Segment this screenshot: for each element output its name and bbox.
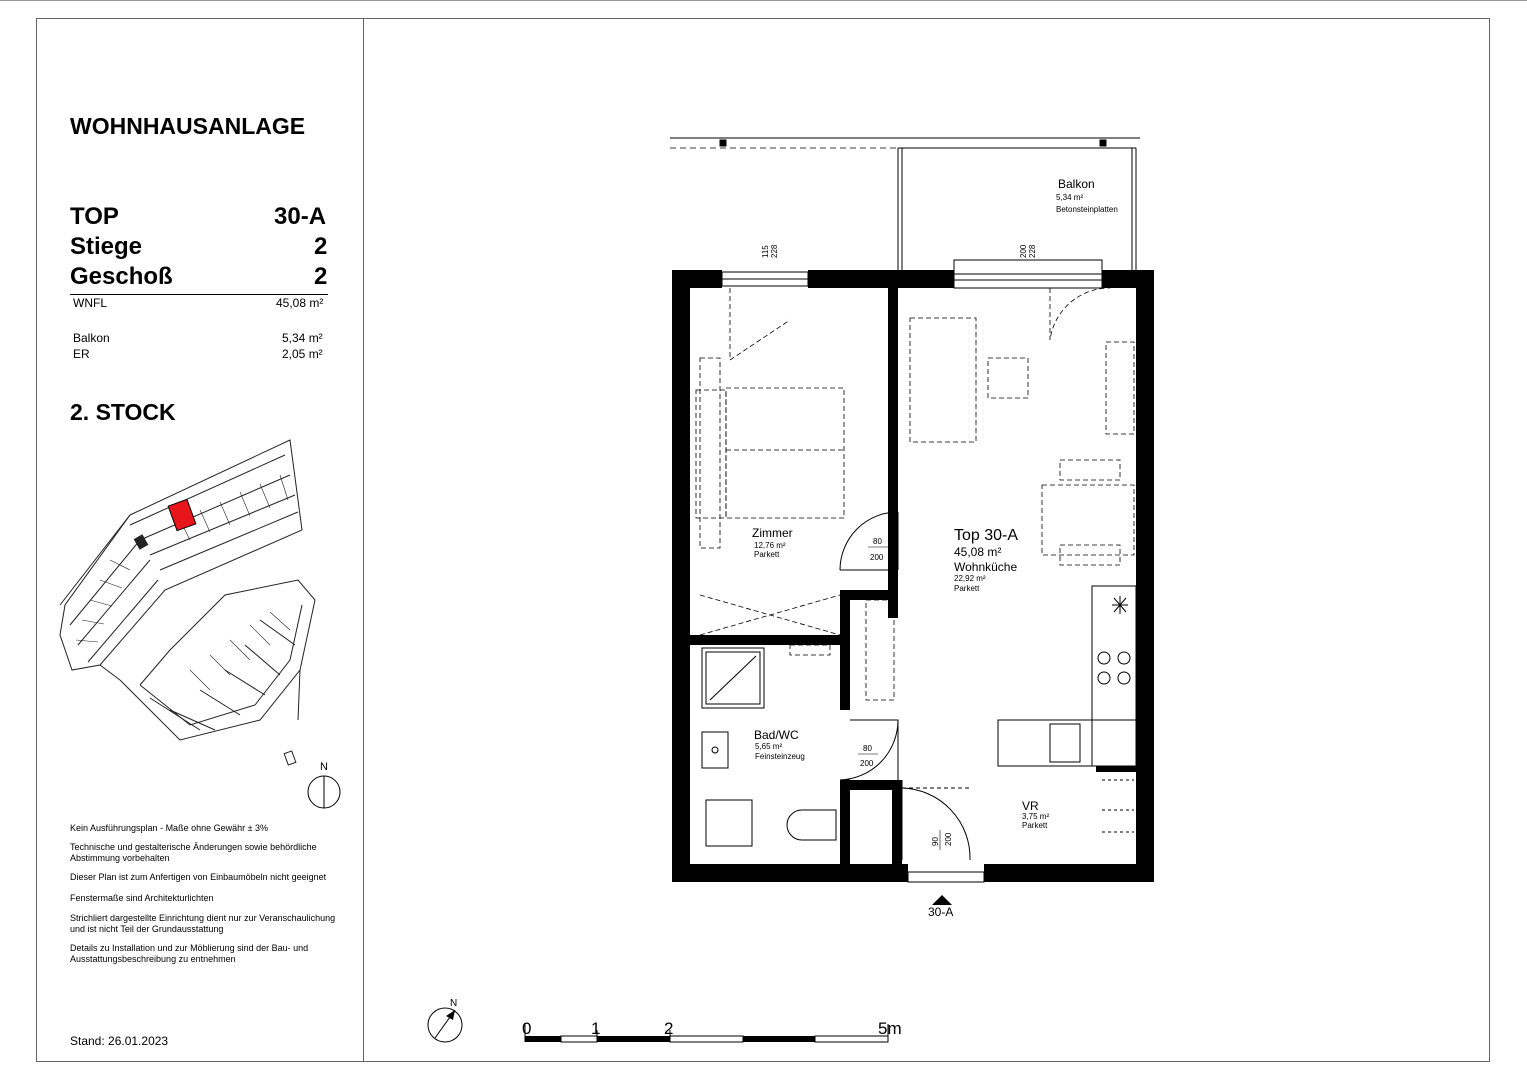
scale-seg-3 [597,1036,670,1042]
bad-area: 5,65 m² [755,742,783,751]
balkon-floor: Betonsteinplatten [1056,205,1118,214]
site-path [298,670,300,720]
note-1: Kein Ausführungsplan - Maße ohne Gewähr ± 3% [70,823,269,833]
geschoss-value: 2 [314,263,328,290]
window2-bottom: 228 [1028,244,1037,258]
top-border-line [0,0,1527,1]
note-3: Dieser Plan ist zum Anfertigen von Einbaumöbeln nicht geeignet [70,872,327,882]
north-arrow-head [446,1010,455,1020]
note-5: Strichliert dargestellte Einrichtung dient nur zur Veranschaulichung und ist nicht Teil der Grundausstattung [70,913,336,934]
site-building-south [100,580,315,740]
door-bad-top: 80 [863,744,872,753]
site-north-label: N [320,761,328,773]
north-circle [428,1008,462,1042]
zimmer-name: Zimmer [752,526,793,540]
door-zimmer-top: 80 [873,537,882,546]
balkon-area: 5,34 m² [1056,193,1084,202]
top-area: 45,08 m² [954,545,1002,559]
top-label: TOP [70,203,119,230]
door-entry-top: 90 [931,837,940,846]
zimmer-area: 12,76 m² [754,541,786,550]
wohnkueche-name: Wohnküche [954,560,1018,574]
doors [840,512,970,860]
wohnkueche-floor: Parkett [954,584,980,593]
top-value: 30-A [274,203,327,230]
site-building-north [60,440,302,670]
site-building-north-lines [130,455,298,570]
site-building-south-lines [150,620,295,730]
note-4: Fenstermaße sind Architekturlichten [70,893,214,903]
floor-plan [640,120,1200,930]
balkon-label: Balkon [73,331,110,345]
wnfl-value: 45,08 m² [276,296,324,310]
scale-label-0: 0 [522,1019,532,1038]
north-label: N [450,998,458,1009]
bad-name: Bad/WC [754,728,799,742]
balkon-name: Balkon [1058,177,1095,191]
scale-and-north [420,990,920,1060]
bad-floor: Feinsteinzeug [755,752,805,761]
walls [672,270,1154,882]
geschoss-label: Geschoß [70,263,173,290]
zimmer-floor: Parkett [754,550,780,559]
stand-date: Stand: 26.01.2023 [70,1034,169,1048]
window2-top: 200 [1019,244,1028,258]
wnfl-label: WNFL [73,296,107,310]
stiege-label: Stiege [70,233,143,260]
vr-area: 3,75 m² [1022,812,1050,821]
door-zimmer-bottom: 200 [870,553,884,562]
window1-top: 115 [761,245,770,258]
scale-label-2: 2 [664,1019,674,1038]
scale-label-5m: 5m [878,1019,902,1038]
vr-name: VR [1022,799,1039,813]
site-small-structure [284,751,296,765]
project-title: WOHNHAUSANLAGE [70,113,306,139]
note-6: Details zu Installation und zur Möblierung sind der Bau- und Ausstattungsbeschreibung zu entnehmen [70,943,309,964]
site-plan [40,430,360,810]
info-rule [70,294,328,295]
wohnkueche-area: 22,92 m² [954,574,986,583]
door-entry-bottom: 200 [944,832,953,846]
panel-divider [363,18,364,1062]
site-stair-marker [134,534,149,549]
entry-label: 30-A [928,905,954,919]
floor-label: 2. STOCK [70,399,176,425]
door-bad-bottom: 200 [860,759,874,768]
top-name: Top 30-A [954,527,1019,544]
er-label: ER [73,347,90,361]
balcony [670,138,1140,270]
balkon-value: 5,34 m² [282,331,323,345]
entry-marker [932,895,952,905]
vr-floor: Parkett [1022,821,1048,830]
kitchen [998,586,1136,766]
note-2: Technische und gestalterische Änderungen sowie behördliche Abstimmung vorbehalten [70,842,317,863]
window1-bottom: 228 [770,244,779,258]
er-value: 2,05 m² [282,347,323,361]
scale-seg-5 [743,1036,815,1042]
scale-label-1: 1 [591,1019,601,1038]
stiege-value: 2 [314,233,328,260]
scale-seg-4 [670,1036,743,1042]
